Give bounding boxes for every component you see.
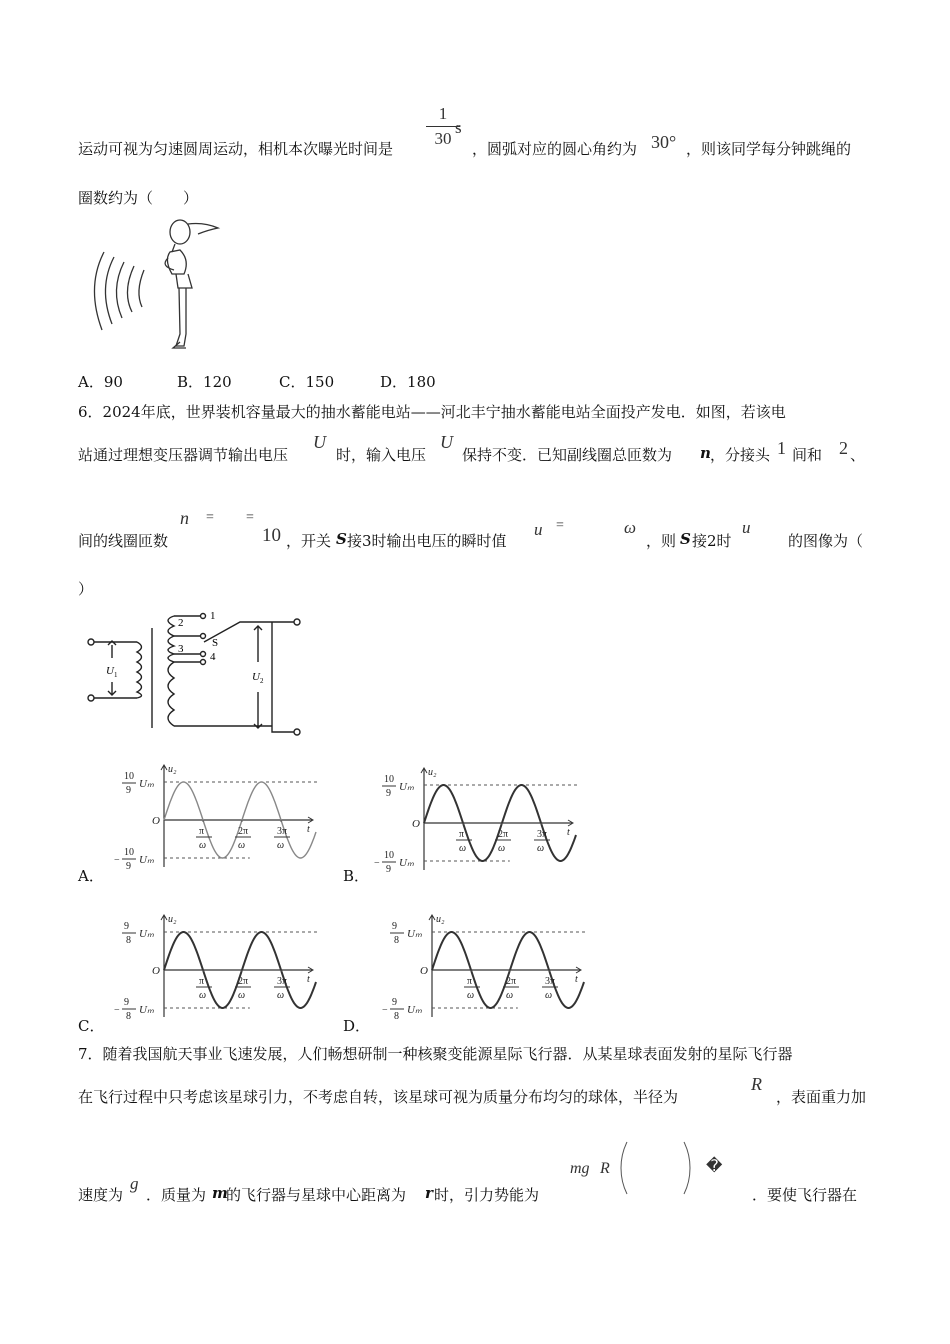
q7-line3-text-b: ．质量为	[146, 1186, 207, 1204]
tick-label-num: 2π	[238, 826, 249, 837]
tick-label-omega: ω	[545, 990, 553, 1001]
u2-axis-label: u₂	[436, 914, 445, 925]
q6-option-b-letter[interactable]: B．	[343, 867, 370, 885]
peak-frac-den: 8	[126, 935, 131, 946]
input-voltage-sub: 1	[114, 671, 118, 679]
origin-label: O	[420, 965, 428, 977]
tick-label-omega: ω	[277, 840, 285, 851]
trough-neg-sign: −	[114, 1005, 120, 1016]
q5-fraction-unit: s	[455, 118, 462, 137]
q6-line4: ）	[78, 580, 94, 598]
q6-option-a-letter[interactable]: A．	[78, 867, 104, 885]
q7-symbol-m: m	[212, 1184, 228, 1202]
q7-formula-r: R	[600, 1160, 610, 1177]
q6-symbol-u1: U	[440, 432, 453, 452]
trough-frac-num: 9	[124, 997, 129, 1008]
peak-frac-den: 9	[386, 788, 391, 799]
trough-neg-sign: −	[114, 855, 120, 866]
q6-symbol-s-1: S	[336, 530, 347, 548]
q6-option-graph-b	[372, 765, 577, 873]
q7-line2-text-a: 在飞行过程中只考虑该星球引力，不考虑自转，该星球可视为质量分布均匀的球体，半径为	[78, 1088, 679, 1106]
tap-label-4: 4	[210, 651, 216, 663]
tick-label-num: 3π	[545, 976, 556, 987]
q7-formula-glyph: �	[706, 1158, 723, 1175]
q6-line3-text-e: 接2时	[692, 532, 732, 550]
tick-label-omega: ω	[537, 843, 545, 854]
q7-formula-mg: mg	[570, 1160, 590, 1177]
tap-label-2: 2	[178, 617, 184, 629]
q7-line3-text-d: 时，引力势能为	[434, 1186, 540, 1204]
q5-option-a[interactable]: A．90	[78, 373, 123, 391]
peak-frac-den: 8	[394, 935, 399, 946]
tick-label-num: 3π	[277, 976, 288, 987]
tick-label-omega: ω	[459, 843, 467, 854]
tick-label-omega: ω	[238, 840, 246, 851]
tick-label-omega: ω	[238, 990, 246, 1001]
q5-option-d[interactable]: D．180	[380, 373, 436, 391]
q6-option-graph-a	[112, 762, 317, 870]
trough-frac-num: 9	[392, 997, 397, 1008]
q6-option-d-letter[interactable]: D．	[343, 1017, 371, 1035]
q6-eq-sign-2: =	[246, 510, 254, 525]
tick-label-omega: ω	[498, 843, 506, 854]
q7-formula-parens	[618, 1140, 698, 1196]
input-voltage-label: U	[106, 665, 114, 677]
tick-label-num: π	[199, 826, 205, 837]
trough-um-label: Uₘ	[139, 854, 154, 866]
q5-line2: 圈数约为（ ）	[78, 189, 199, 207]
q6-option-c-letter[interactable]: C．	[78, 1017, 105, 1035]
origin-label: O	[152, 815, 160, 827]
peak-frac-num: 10	[384, 774, 394, 785]
q7-line3-text-e: ．要使飞行器在	[752, 1186, 858, 1204]
q6-eq-n: n	[180, 508, 189, 528]
q6-symbol-u2-b: u	[742, 518, 751, 537]
origin-label: O	[412, 818, 420, 830]
q6-line2-text-b: 时，输入电压	[336, 446, 427, 464]
q6-symbol-s-2: S	[680, 530, 691, 548]
tick-label-omega: ω	[467, 990, 475, 1001]
tick-label-num: 3π	[277, 826, 288, 837]
tick-label-num: π	[459, 829, 465, 840]
output-voltage-label: U	[252, 671, 260, 683]
trough-um-label: Uₘ	[139, 1004, 154, 1016]
t-axis-label: t	[575, 974, 578, 985]
q5-line1-text-c: ，则该同学每分钟跳绳的	[686, 140, 852, 158]
q6-ten: 10	[262, 525, 281, 546]
trough-frac-num: 10	[384, 850, 394, 861]
q7-line3-text-a: 速度为	[78, 1186, 124, 1204]
t-axis-label: t	[307, 974, 310, 985]
peak-um-label: Uₘ	[139, 778, 154, 790]
tick-label-num: 2π	[498, 829, 509, 840]
q6-line2-text-f: 、	[850, 446, 866, 464]
trough-frac-den: 9	[126, 861, 131, 870]
tick-label-omega: ω	[277, 990, 285, 1001]
q6-omega: ω	[624, 518, 637, 537]
q5-option-c[interactable]: C．150	[279, 373, 335, 391]
q7-line2-text-b: ，表面重力加	[776, 1088, 867, 1106]
q6-line3-text-c: 接3时输出电压的瞬时值	[347, 532, 507, 550]
u2-axis-label: u₂	[168, 764, 177, 775]
u2-axis-label: u₂	[168, 914, 177, 925]
peak-um-label: Uₘ	[407, 928, 422, 940]
tick-label-num: 2π	[506, 976, 517, 987]
q6-line2-text-e: 间和	[792, 446, 823, 464]
q6-line3-text-f: 的图像为（	[788, 532, 864, 550]
q6-line2-text-c: 保持不变．已知副线圈总匝数为	[462, 446, 673, 464]
peak-um-label: Uₘ	[139, 928, 154, 940]
q7-line1: 7．随着我国航天事业飞速发展，人们畅想研制一种核聚变能源星际飞行器．从某星球表面发射的星际飞行器	[78, 1045, 793, 1063]
tick-label-num: 3π	[537, 829, 548, 840]
q7-symbol-r-big: R	[751, 1074, 762, 1094]
q5-line1-text-a: 运动可视为匀速圆周运动，相机本次曝光时间是	[78, 140, 394, 158]
q7-symbol-r: r	[425, 1184, 433, 1202]
q6-eq-sign-3: =	[556, 518, 564, 533]
q6-symbol-u2: U	[313, 432, 326, 452]
q6-line2-text-d: ，分接头	[710, 446, 771, 464]
q6-eq-sign-1: =	[206, 510, 214, 525]
q6-option-graph-d	[380, 912, 585, 1020]
t-axis-label: t	[567, 827, 570, 838]
switch-label: S	[212, 637, 219, 649]
u2-axis-label: u₂	[428, 767, 437, 778]
q6-tap-1: 1	[777, 438, 786, 458]
q6-symbol-n: n	[700, 444, 711, 462]
tick-label-omega: ω	[506, 990, 514, 1001]
q5-angle: 30°	[651, 132, 677, 152]
q5-option-b[interactable]: B．120	[177, 373, 232, 391]
q5-line1-text-b: ，圆弧对应的圆心角约为	[472, 140, 638, 158]
output-voltage-sub: 2	[260, 677, 264, 685]
q6-option-graph-c	[112, 912, 317, 1020]
origin-label: O	[152, 965, 160, 977]
trough-frac-num: 10	[124, 847, 134, 858]
q6-line3-text-a: 间的线圈匝数	[78, 532, 169, 550]
t-axis-label: t	[307, 824, 310, 835]
tick-label-num: π	[467, 976, 473, 987]
q6-line3-text-d: ，则	[646, 532, 677, 550]
q6-line3-text-b: ，开关	[286, 532, 332, 550]
q6-symbol-u2-lower: u	[534, 520, 543, 539]
q5-fraction-denominator: 30	[434, 129, 452, 148]
tap-label-1: 1	[210, 610, 216, 622]
jump-rope-illustration	[80, 212, 240, 354]
trough-frac-den: 8	[394, 1011, 399, 1020]
peak-frac-num: 9	[124, 921, 129, 932]
peak-frac-den: 9	[126, 785, 131, 796]
trough-um-label: Uₘ	[399, 857, 414, 869]
tick-label-omega: ω	[199, 990, 207, 1001]
peak-frac-num: 10	[124, 771, 134, 782]
q6-line2-text-a: 站通过理想变压器调节输出电压	[78, 446, 289, 464]
tick-label-omega: ω	[199, 840, 207, 851]
trough-neg-sign: −	[374, 858, 380, 869]
q6-line1: 6．2024年底，世界装机容量最大的抽水蓄能电站——河北丰宁抽水蓄能电站全面投产发电．如图，若该电	[78, 403, 786, 421]
trough-frac-den: 8	[126, 1011, 131, 1020]
trough-frac-den: 9	[386, 864, 391, 873]
trough-um-label: Uₘ	[407, 1004, 422, 1016]
tick-label-num: 2π	[238, 976, 249, 987]
q7-symbol-g: g	[130, 1174, 139, 1193]
tap-label-3: 3	[178, 643, 184, 655]
q6-tap-2: 2	[839, 438, 848, 458]
trough-neg-sign: −	[382, 1005, 388, 1016]
q7-line3-text-c: 的飞行器与星球中心距离为	[226, 1186, 407, 1204]
q5-fraction-numerator: 1	[438, 104, 448, 123]
tick-label-num: π	[199, 976, 205, 987]
peak-um-label: Uₘ	[399, 781, 414, 793]
peak-frac-num: 9	[392, 921, 397, 932]
transformer-circuit-diagram	[82, 600, 302, 750]
